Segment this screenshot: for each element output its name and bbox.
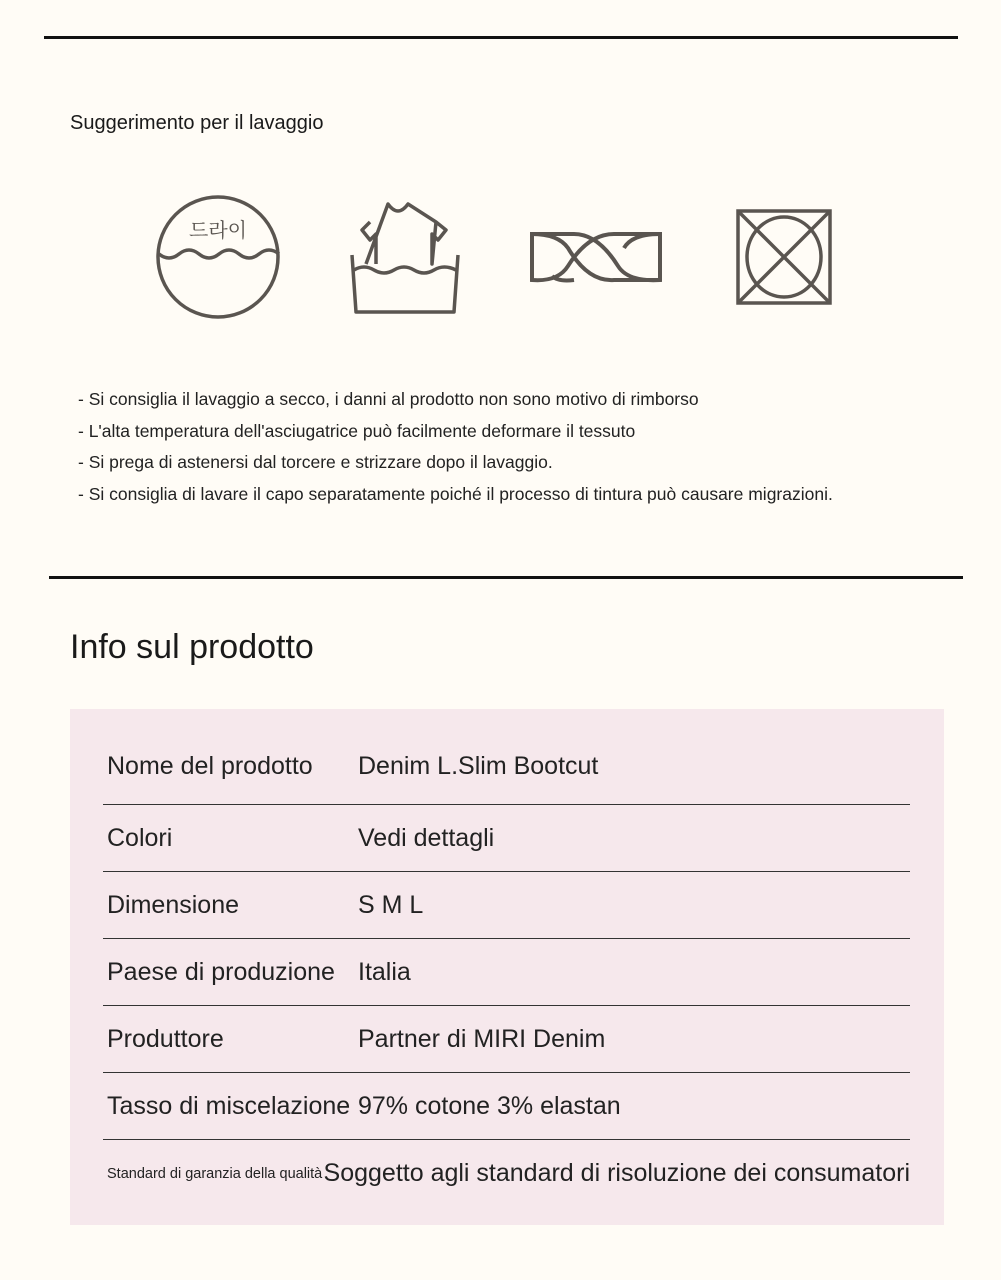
row-value: Soggetto agli standard di risoluzione dei consumatori [323,1159,910,1187]
table-row [103,872,910,939]
section-divider [49,576,963,579]
washing-title: Suggerimento per il lavaggio [70,112,324,134]
dry-label: 드라이 [189,218,247,242]
row-value: Italia [358,957,411,986]
table-row [103,1073,910,1140]
row-value: 97% cotone 3% elastan [358,1091,621,1120]
row-label: Colori [107,823,173,852]
washing-note: - Si consiglia il lavaggio a secco, i danni al prodotto non sono motivo di rimborso [78,389,699,409]
table-row [103,805,910,872]
table-row [103,729,910,805]
row-label: Tasso di miscelazione [107,1091,351,1120]
product-info-table [70,709,944,1225]
info-title: Info sul prodotto [70,628,314,666]
do-not-tumble-dry-icon [736,209,832,305]
washing-note: - Si consiglia di lavare il capo separatamente poiché il processo di tintura può causare migrazioni. [78,483,833,504]
row-label: Produttore [107,1024,224,1053]
dry-clean-icon [155,194,281,320]
table-row [103,1006,910,1073]
row-value: S M L [358,890,424,919]
do-not-wring-icon [528,230,664,284]
washing-note: - Si prega di astenersi dal torcere e strizzare dopo il lavaggio. [78,452,553,472]
washing-notes [78,384,833,510]
row-value: Denim L.Slim Bootcut [358,752,599,780]
row-label: Nome del prodotto [107,752,313,780]
top-divider [44,36,958,39]
row-label: Standard di garanzia della qualità [107,1165,323,1182]
table-row [103,939,910,1006]
row-value: Vedi dettagli [358,823,495,852]
row-label: Dimensione [107,890,240,919]
row-value: Partner di MIRI Denim [358,1024,606,1053]
washing-note: - L'alta temperatura dell'asciugatrice può facilmente deformare il tessuto [78,420,636,441]
hand-wash-icon [348,200,462,316]
row-label: Paese di produzione [107,957,335,986]
table-row [103,1140,910,1207]
